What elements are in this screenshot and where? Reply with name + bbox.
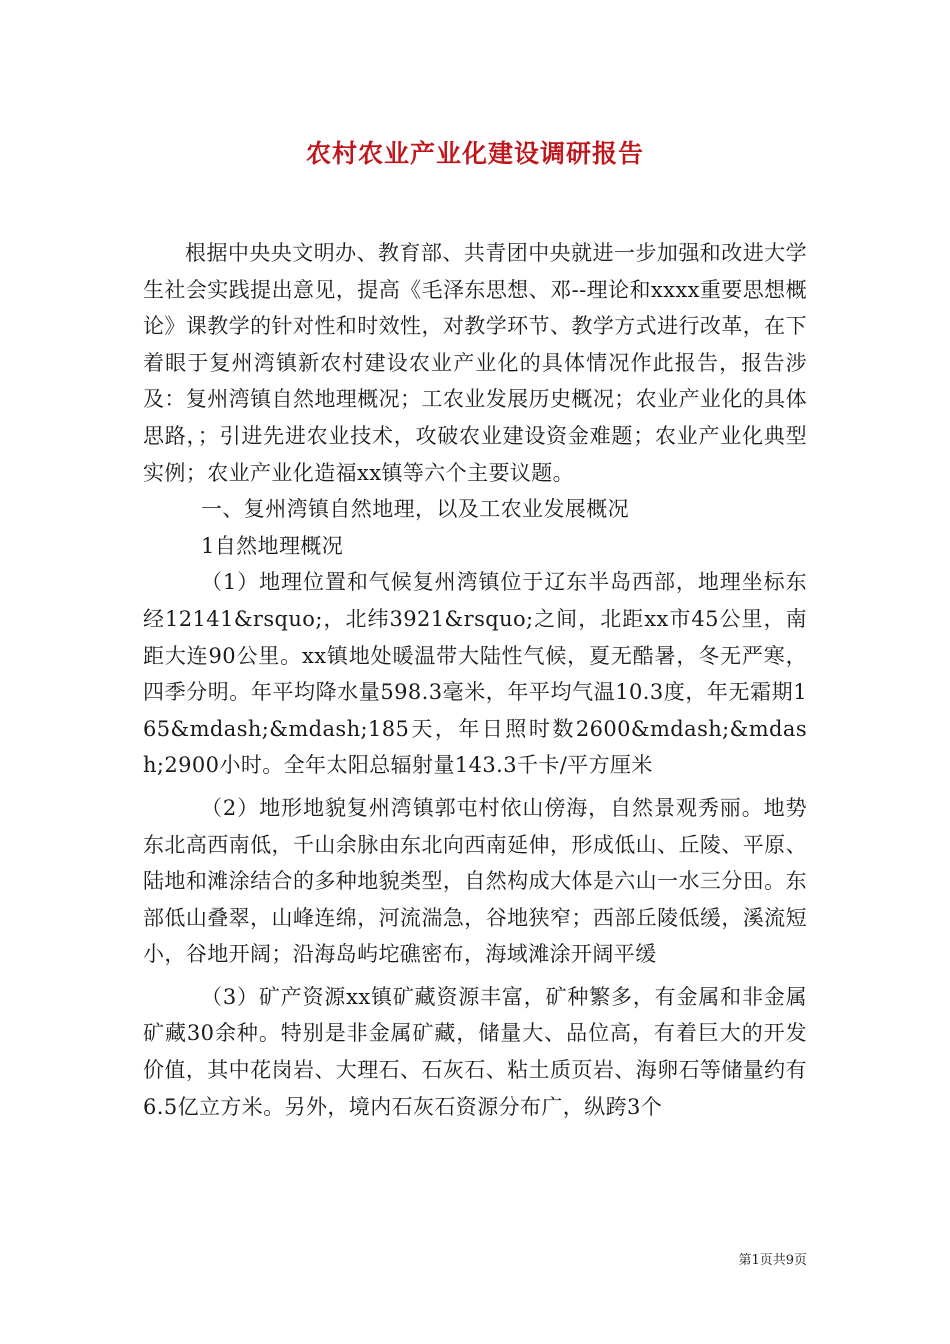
document-body bbox=[143, 235, 807, 1125]
paragraph-location-climate: （1）地理位置和气候复州湾镇位于辽东半岛西部，地理坐标东经12141&rsquo;，北纬3921&rsquo;之间，北距xx市45公里，南距大连90公里。xx镇地处暖温带大陆性气候，夏无酷暑，冬无严寒，四季分明。年平均降水量598.3毫米，年平均气温10.3度，年无霜期165&mdash;&mdash;185天，年日照时数2600&mdash;&mdash;2900小时。全年太阳总辐射量143.3千卡/平方厘米 bbox=[143, 570, 807, 778]
subsection-heading: 1自然地理概况 bbox=[201, 533, 344, 558]
page-number: 第1页共9页 bbox=[738, 1253, 807, 1268]
section-heading: 一、复州湾镇自然地理，以及工农业发展概况 bbox=[201, 497, 629, 522]
paragraph-terrain: （2）地形地貌复州湾镇郭屯村依山傍海，自然景观秀丽。地势东北高西南低，千山余脉由东北向西南延伸，形成低山、丘陵、平原、陆地和滩涂结合的多种地貌类型，自然构成大体是六山一水三分田。东部低山叠翠，山峰连绵，河流湍急，谷地狭窄；西部丘陵低缓，溪流短小，谷地开阔；沿海岛屿坨礁密布，海域滩涂开阔平缓 bbox=[143, 795, 807, 967]
intro-paragraph: 根据中央央文明办、教育部、共青团中央就进一步加强和改进大学生社会实践提出意见，提高《毛泽东思想、邓--理论和xxxx重要思想概论》课教学的针对性和时效性，对教学环节、教学方式进行改革，在下着眼于复州湾镇新农村建设农业产业化的具体情况作此报告，报告涉及：复州湾镇自然地理概况；工农业发展历史概况；农业产业化的具体思路，；引进先进农业技术，攻破农业建设资金难题；农业产业化典型实例；农业产业化造福xx镇等六个主要议题。 bbox=[143, 241, 807, 485]
page-title: 农村农业产业化建设调研报告 bbox=[305, 139, 644, 168]
paragraph-minerals: （3）矿产资源xx镇矿藏资源丰富，矿种繁多，有金属和非金属矿藏30余种。特别是非金属矿藏，储量大、品位高，有着巨大的开发价值，其中花岗岩、大理石、石灰石、粘土质页岩、海卵石等储量约有6.5亿立方米。另外，境内石灰石资源分布广，纵跨3个 bbox=[143, 984, 807, 1119]
